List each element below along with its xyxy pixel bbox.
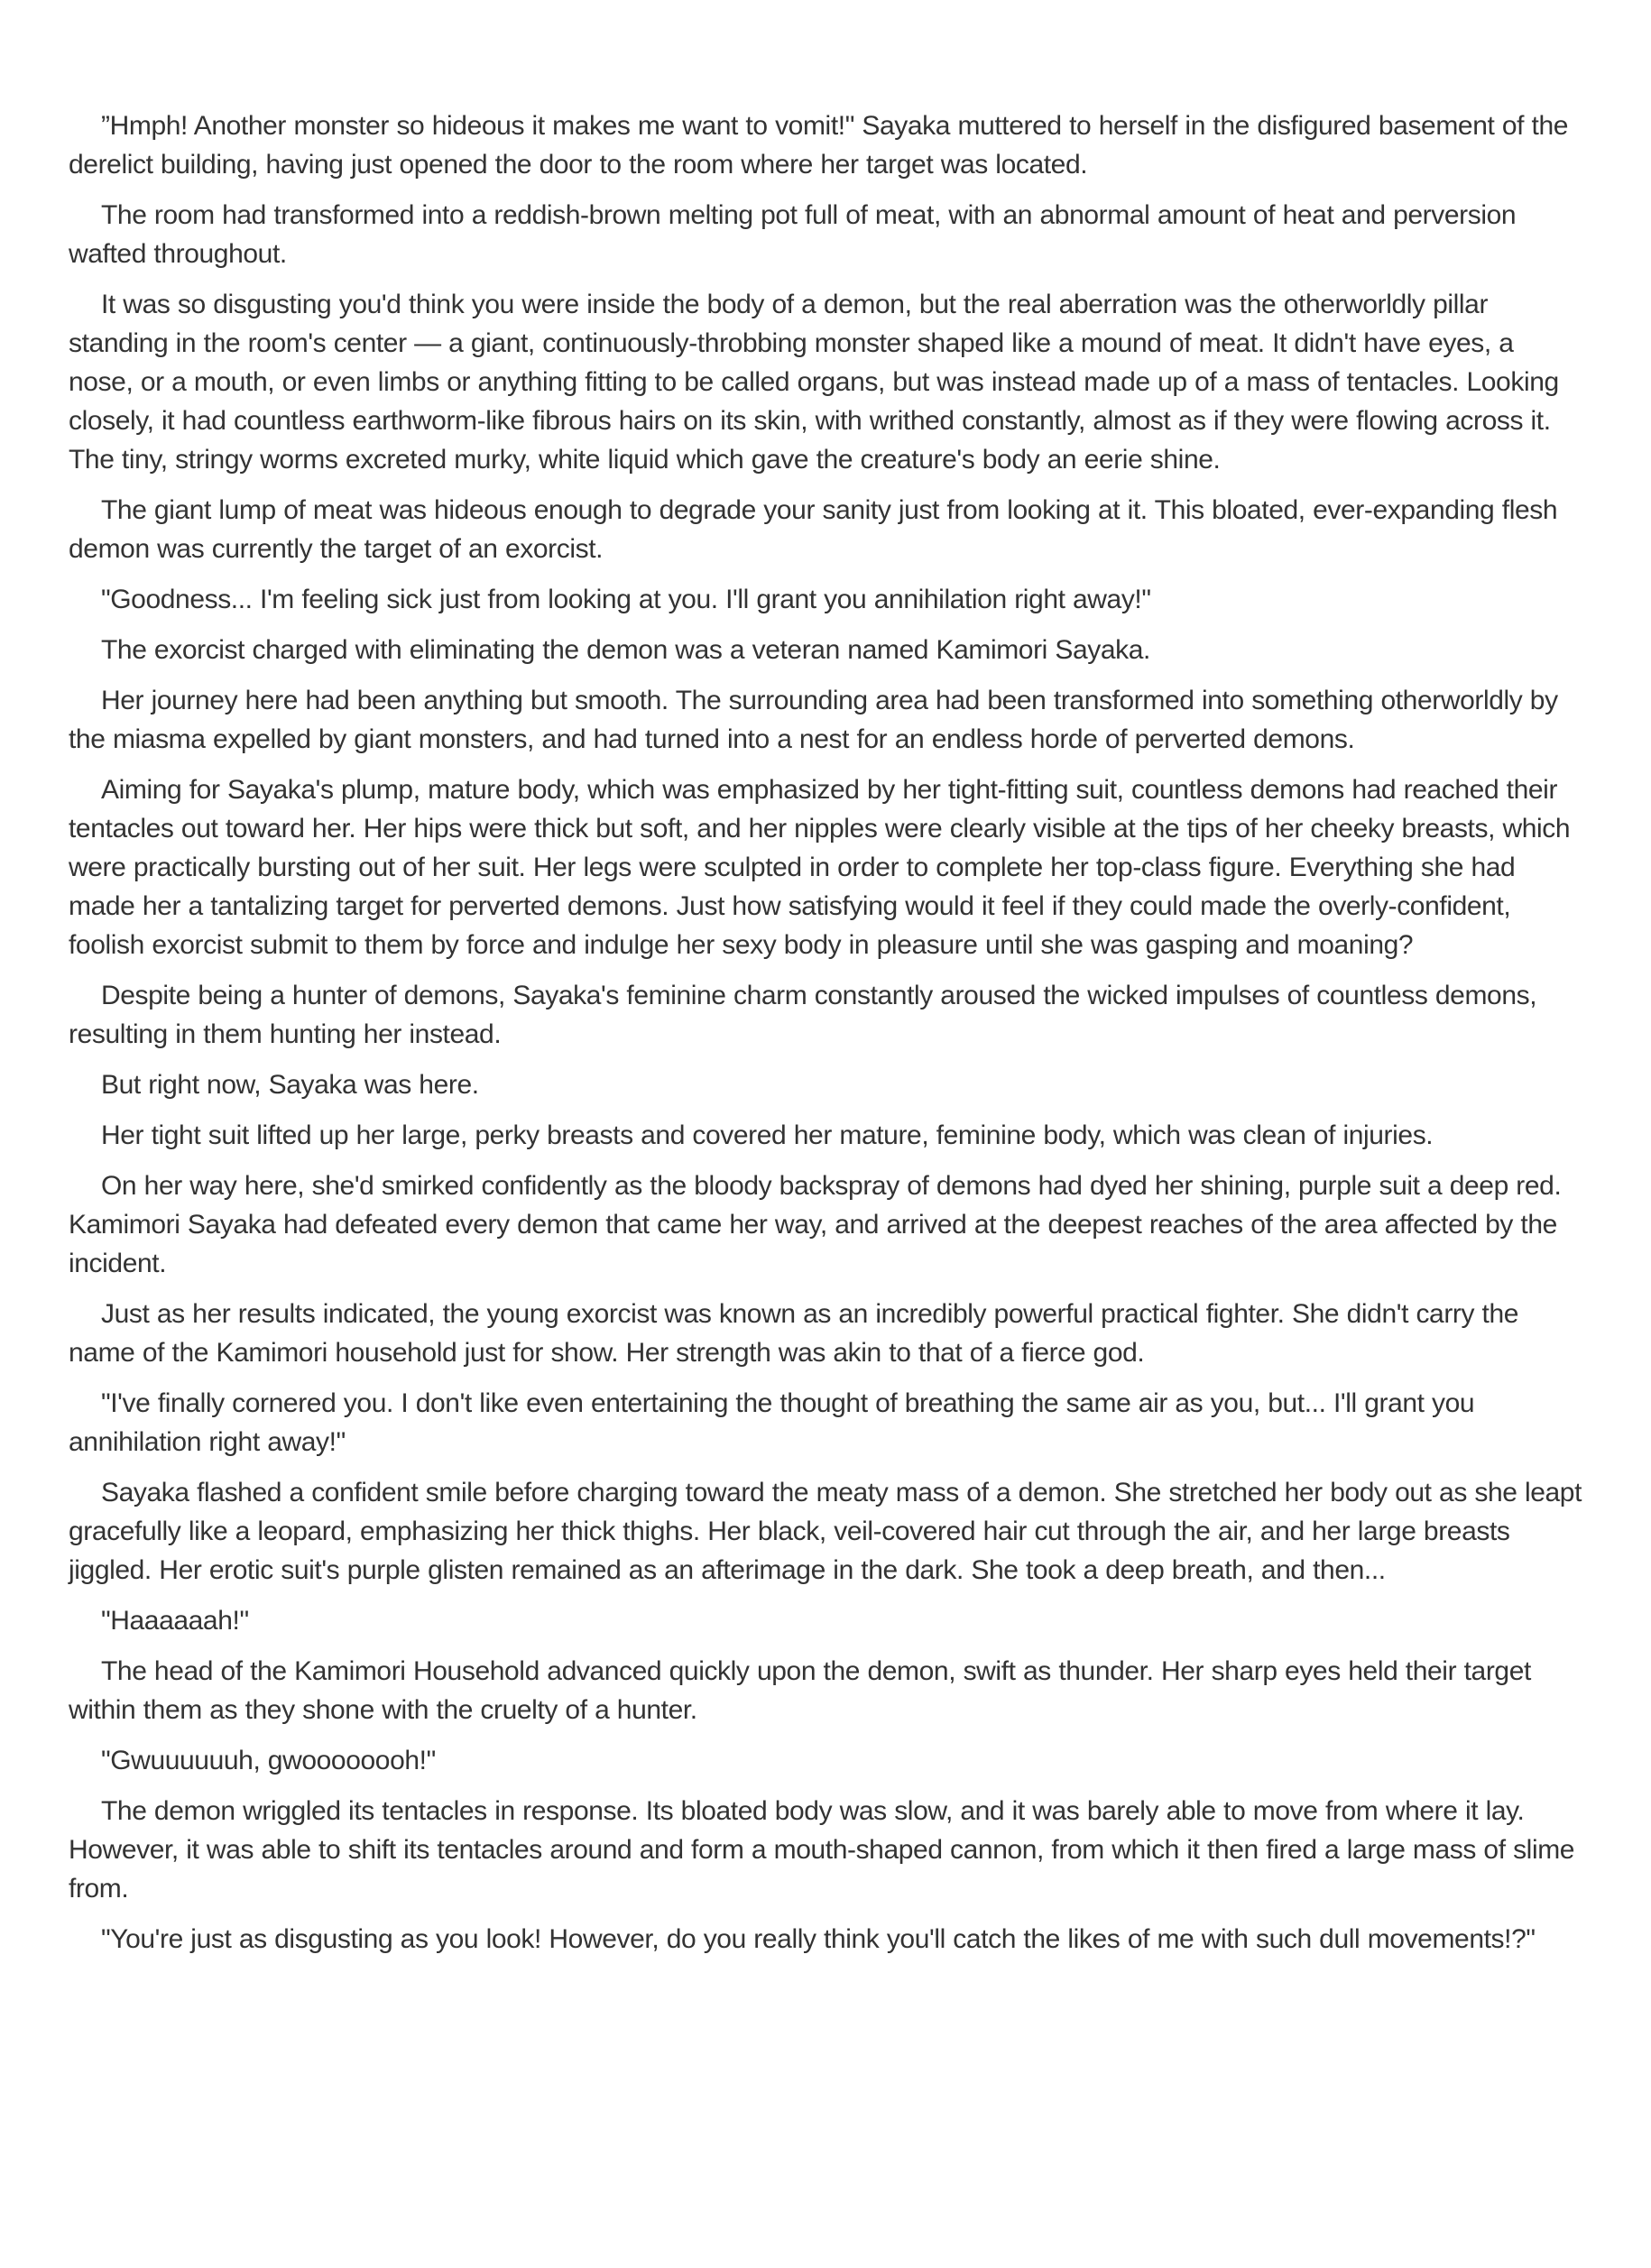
paragraph: Aiming for Sayaka's plump, mature body, which was emphasized by her tight-fitting suit, countless demons had reached their tentacles out toward her. Her hips were thick but soft, and her nipples were clearly visible at the tips of her cheeky breasts, which were practically bursting out of her suit. Her legs were sculpted in order to complete her top-class figure. Everything she had made her a tantalizing target for perverted demons. Just how satisfying would it feel if they could made the overly-confident, foolish exorcist submit to them by force and indulge her sexy body in pleasure until she was gasping and moaning? bbox=[69, 775, 1571, 960]
paragraph: Her tight suit lifted up her large, perky breasts and covered her mature, feminine body, which was clean of injuries. bbox=[101, 1120, 1434, 1150]
paragraph: ”Hmph! Another monster so hideous it makes me want to vomit!" Sayaka muttered to herself in the disfigured basement of the derelict building, having just opened the door to the room where her target was located. bbox=[69, 111, 1569, 180]
paragraph: Her journey here had been anything but smooth. The surrounding area had been transformed into something otherworldly by the miasma expelled by giant monsters, and had turned into a nest for an endless horde of perverted demons. bbox=[69, 686, 1558, 754]
paragraph: The giant lump of meat was hideous enough to degrade your sanity just from looking at it. This bloated, ever-expanding flesh demon was currently the target of an exorcist. bbox=[69, 495, 1558, 564]
page-text bbox=[69, 106, 1583, 1959]
paragraph: The demon wriggled its tentacles in response. Its bloated body was slow, and it was barely able to move from where it lay. However, it was able to shift its tentacles around and form a mouth-shaped cannon, from which it then fired a large mass of slime from. bbox=[69, 1796, 1575, 1904]
paragraph: Despite being a hunter of demons, Sayaka's feminine charm constantly aroused the wicked impulses of countless demons, resulting in them hunting her instead. bbox=[69, 981, 1537, 1049]
paragraph: The head of the Kamimori Household advanced quickly upon the demon, swift as thunder. Her sharp eyes held their target within them as they shone with the cruelty of a hunter. bbox=[69, 1656, 1531, 1725]
paragraph: "I've finally cornered you. I don't like even entertaining the thought of breathing the same air as you, but... I'll grant you annihilation right away!" bbox=[69, 1388, 1475, 1457]
paragraph: On her way here, she'd smirked confidently as the bloody backspray of demons had dyed her shining, purple suit a deep red. Kamimori Sayaka had defeated every demon that came her way, and arrived at the deepest reaches of the area affected by the incident. bbox=[69, 1171, 1562, 1278]
paragraph: "Gwuuuuuuh, gwoooooooh!" bbox=[101, 1746, 436, 1775]
paragraph: The exorcist charged with eliminating the demon was a veteran named Kamimori Sayaka. bbox=[101, 635, 1150, 665]
paragraph: "You're just as disgusting as you look! However, do you really think you'll catch the likes of me with such dull movements!?" bbox=[101, 1924, 1536, 1954]
paragraph: "Goodness... I'm feeling sick just from looking at you. I'll grant you annihilation right away!" bbox=[101, 585, 1151, 614]
paragraph: It was so disgusting you'd think you were inside the body of a demon, but the real aberration was the otherworldly pillar standing in the room's center — a giant, continuously-throbbing monster shaped like a mound of meat. It didn't have eyes, a nose, or a mouth, or even limbs or anything fitting to be called organs, but was instead made up of a mass of tentacles. Looking closely, it had countless earthworm-like fibrous hairs on its skin, with writhed constantly, almost as if they were flowing across it. The tiny, stringy worms excreted murky, white liquid which gave the creature's body an eerie shine. bbox=[69, 290, 1559, 475]
paragraph: Just as her results indicated, the young exorcist was known as an incredibly powerful practical fighter. She didn't carry the name of the Kamimori household just for show. Her strength was akin to that of a fierce god. bbox=[69, 1299, 1519, 1368]
paragraph: "Haaaaaah!" bbox=[101, 1606, 249, 1636]
paragraph: Sayaka flashed a confident smile before charging toward the meaty mass of a demon. She stretched her body out as she leapt gracefully like a leopard, emphasizing her thick thighs. Her black, veil-covered hair cut through the air, and her large breasts jiggled. Her erotic suit's purple glisten remained as an afterimage in the dark. She took a deep breath, and then... bbox=[69, 1478, 1582, 1585]
paragraph: But right now, Sayaka was here. bbox=[101, 1070, 479, 1100]
paragraph: The room had transformed into a reddish-brown melting pot full of meat, with an abnormal amount of heat and perversion wafted throughout. bbox=[69, 200, 1517, 269]
